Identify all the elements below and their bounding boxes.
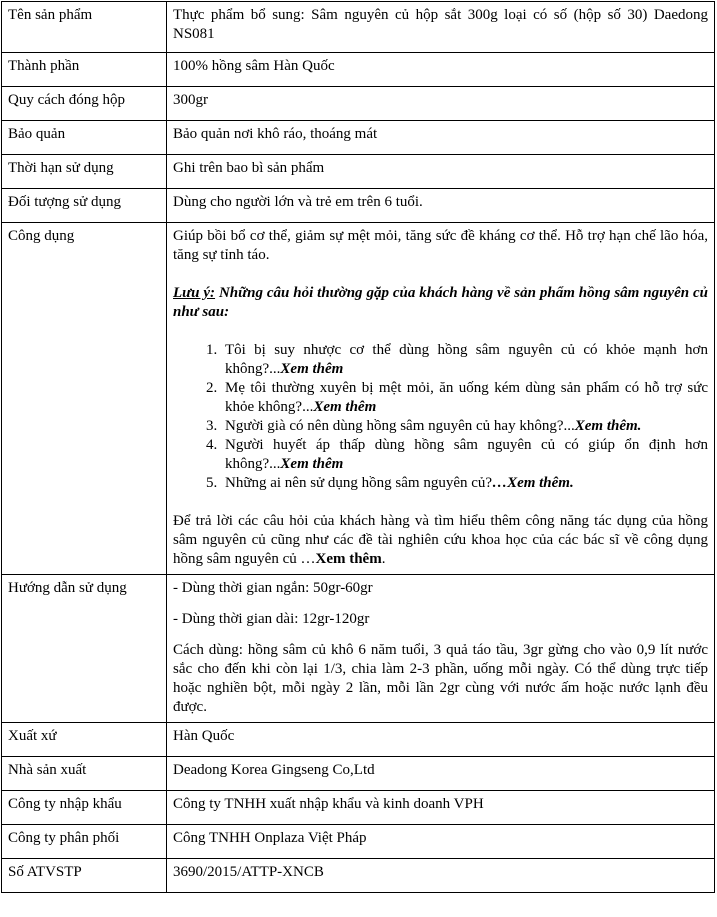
label-usage: Hướng dẫn sử dụng — [2, 575, 167, 723]
list-item — [221, 436, 708, 474]
row-maker — [2, 757, 715, 791]
usage-short: - Dùng thời gian ngắn: 50gr-60gr — [173, 580, 373, 596]
faq-more-link[interactable]: Xem thêm — [313, 399, 377, 415]
value-uses — [167, 223, 715, 575]
product-spec-table — [1, 1, 715, 893]
value-packing: 300gr — [167, 87, 715, 121]
uses-note — [173, 284, 708, 322]
faq-question: Những ai nên sử dụng hồng sâm nguyên củ? — [225, 475, 493, 491]
faq-more-link[interactable]: …Xem thêm. — [492, 475, 574, 491]
list-item — [221, 417, 708, 436]
list-item — [221, 379, 708, 417]
outro-end: . — [381, 551, 386, 567]
faq-question: Tôi bị suy nhược cơ thể dùng hồng sâm nguyên củ có khỏe mạnh hơn không?... — [225, 342, 708, 377]
label-target: Đối tượng sử dụng — [2, 189, 167, 223]
value-target: Dùng cho người lớn và trẻ em trên 6 tuổi. — [167, 189, 715, 223]
faq-more-link[interactable]: Xem thêm — [280, 456, 344, 472]
value-distributor: Công TNHH Onplaza Việt Pháp — [167, 825, 715, 859]
label-ingredient: Thành phần — [2, 53, 167, 87]
outro-text: Để trả lời các câu hỏi của khách hàng và tìm hiểu thêm công năng tác dụng của hồng sâm nguyên củ cũng như các đề tài nghiên cứu khoa học của các bác sĩ về công dụng hồng sâm nguyên củ … — [173, 513, 708, 567]
uses-outro — [173, 512, 708, 569]
row-ingredient — [2, 53, 715, 87]
label-origin: Xuất xứ — [2, 723, 167, 757]
faq-more-link[interactable]: Xem thêm. — [574, 418, 642, 434]
row-importer — [2, 791, 715, 825]
label-maker: Nhà sản xuất — [2, 757, 167, 791]
value-importer: Công ty TNHH xuất nhập khẩu và kinh doanh VPH — [167, 791, 715, 825]
list-item — [221, 474, 708, 493]
faq-list — [173, 341, 708, 493]
faq-more-link[interactable]: Xem thêm — [280, 361, 344, 377]
faq-question: Người già có nên dùng hồng sâm nguyên củ hay không?... — [225, 418, 575, 434]
row-product-name — [2, 2, 715, 53]
value-maker: Deadong Korea Gingseng Co,Ltd — [167, 757, 715, 791]
note-label: Lưu ý: — [173, 285, 216, 301]
label-packing: Quy cách đóng hộp — [2, 87, 167, 121]
row-packing — [2, 87, 715, 121]
value-product-name: Thực phẩm bổ sung: Sâm nguyên củ hộp sắt 300g loại có số (hộp số 30) Daedong NS081 — [167, 2, 715, 53]
label-importer: Công ty nhập khẩu — [2, 791, 167, 825]
row-expiry — [2, 155, 715, 189]
label-license: Số ATVSTP — [2, 859, 167, 893]
outro-more-link[interactable]: Xem thêm — [315, 551, 382, 567]
row-origin — [2, 723, 715, 757]
label-storage: Bảo quản — [2, 121, 167, 155]
label-product-name: Tên sản phẩm — [2, 2, 167, 53]
value-origin: Hàn Quốc — [167, 723, 715, 757]
value-storage: Bảo quản nơi khô ráo, thoáng mát — [167, 121, 715, 155]
uses-intro: Giúp bồi bổ cơ thể, giảm sự mệt mỏi, tăng sức đề kháng cơ thể. Hỗ trợ hạn chế lão hóa, tăng sự tỉnh táo. — [173, 228, 708, 263]
row-storage — [2, 121, 715, 155]
label-expiry: Thời hạn sử dụng — [2, 155, 167, 189]
row-license — [2, 859, 715, 893]
value-license: 3690/2015/ATTP-XNCB — [167, 859, 715, 893]
faq-question: Mẹ tôi thường xuyên bị mệt mỏi, ăn uống kém dùng sản phẩm có hỗ trợ sức khỏe không?... — [225, 380, 708, 415]
label-uses: Công dụng — [2, 223, 167, 575]
label-distributor: Công ty phân phối — [2, 825, 167, 859]
faq-question: Người huyết áp thấp dùng hồng sâm nguyên củ có giúp ổn định hơn không?... — [225, 437, 708, 472]
note-text: Những câu hỏi thường gặp của khách hàng về sản phẩm hồng sâm nguyên củ như sau: — [173, 285, 708, 320]
value-expiry: Ghi trên bao bì sản phẩm — [167, 155, 715, 189]
list-item — [221, 341, 708, 379]
row-usage — [2, 575, 715, 723]
row-target — [2, 189, 715, 223]
value-usage — [167, 575, 715, 723]
row-distributor — [2, 825, 715, 859]
value-ingredient: 100% hồng sâm Hàn Quốc — [167, 53, 715, 87]
usage-long: - Dùng thời gian dài: 12gr-120gr — [173, 611, 370, 627]
usage-method: Cách dùng: hồng sâm củ khô 6 năm tuổi, 3 quả táo tầu, 3gr gừng cho vào 0,9 lít nước sắc cho đến khi còn lại 1/3, chia làm 2-3 phần, uống mỗi ngày. Có thể dùng trực tiếp hoặc nghiền bột, mỗi ngày 2 lần, mỗi lần 2gr cùng với nước ấm hoặc nước lạnh đều được. — [173, 642, 708, 715]
row-uses — [2, 223, 715, 575]
